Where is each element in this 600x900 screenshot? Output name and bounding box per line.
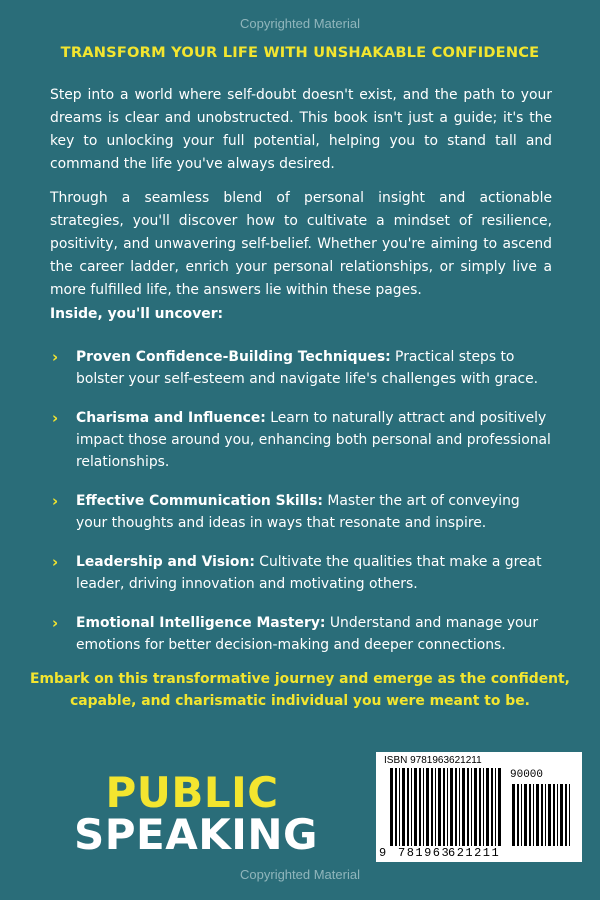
barcode-bar [491,768,493,846]
barcode-bar [545,784,546,846]
barcode-bar [553,784,555,846]
barcode-bar [557,784,558,846]
chevron-right-icon: › [52,348,59,366]
barcode-bar [524,784,527,846]
feature-item [50,612,552,656]
closing-statement: Embark on this transformative journey and emerge as the confident, capable, and charismatic individual you were meant to be. [30,671,570,709]
watermark-bottom: Copyrighted Material [240,867,360,882]
barcode-bar [423,768,424,846]
feature-item [50,490,552,534]
barcode-bar [462,768,465,846]
barcode-bar [565,784,567,846]
barcode-digits-group-2: 621211 [448,846,501,860]
barcode-digits-group-1: 781963 [398,846,451,860]
chevron-right-icon: › [52,492,59,510]
barcode-bar [414,768,417,846]
barcode-bar [411,768,412,846]
feature-item [50,551,552,595]
barcode-bar [517,784,519,846]
barcode-bar [512,784,515,846]
barcode-digit-first: 9 [379,846,387,860]
inside-heading: Inside, you'll uncover: [50,306,224,322]
barcode-bar [390,768,393,846]
barcode-bar [395,768,397,846]
barcode-bar [431,768,433,846]
barcode-bar [569,784,570,846]
barcode-bar [533,784,534,846]
feature-list [50,346,552,673]
feature-title: Effective Communication Skills: [76,493,323,509]
barcode-bar [541,784,543,846]
barcode-bar [443,768,445,846]
chevron-right-icon: › [52,614,59,632]
intro-paragraph-2: Through a seamless blend of personal insight and actionable strategies, you'll discover how to cultivate a mindset of resilience, positivity, and unwavering self-belief. Whether you're aiming to ascend the career ladder, enrich your personal relationships, or simply live a more fulfilled life, the answers lie within these pages. [50,190,552,298]
feature-text: Practical steps to bolster your self-esteem and navigate life's challenges with grace. [76,349,539,387]
barcode-bar [529,784,531,846]
feature-title: Charisma and Influence: [76,410,266,426]
barcode-bar [435,768,436,846]
feature-title: Leadership and Vision: [76,554,255,570]
barcode-bar [498,768,501,846]
feature-text: Cultivate the qualities that make a great leader, driving innovation and motivating others. [76,554,542,592]
barcode-bar [467,768,469,846]
barcode-bar [426,768,429,846]
barcode-bar [548,784,551,846]
feature-item [50,407,552,473]
headline: TRANSFORM YOUR LIFE WITH UNSHAKABLE CONFIDENCE [60,44,540,61]
barcode-bar [459,768,460,846]
barcode-bar [479,768,481,846]
barcode-bar [419,768,421,846]
barcode-bar [407,768,409,846]
brand-title-line-1: PUBLIC [105,768,279,817]
price-code: 90000 [510,769,544,781]
feature-text: Master the art of conveying your thoughts and ideas in ways that resonate and inspire. [76,493,520,531]
barcode-bar [455,768,457,846]
barcode-bar [471,768,472,846]
feature-text: Learn to naturally attract and positively impact those around you, enhancing both personal and professional relationships. [76,410,551,470]
barcode-bar [399,768,400,846]
barcode-bar [521,784,522,846]
barcode-bar [474,768,477,846]
barcode-bar [447,768,448,846]
feature-item [50,346,552,390]
feature-text: Understand and manage your emotions for better decision-making and deeper connections. [76,615,539,653]
watermark-top: Copyrighted Material [240,16,360,31]
barcode-bar [438,768,441,846]
barcode-bar [536,784,539,846]
isbn-barcode [376,752,582,862]
barcode-bar [450,768,453,846]
barcode-bar [486,768,489,846]
brand-title-line-2: SPEAKING [74,810,319,859]
chevron-right-icon: › [52,409,59,427]
feature-title: Proven Confidence-Building Techniques: [76,349,391,365]
barcode-bar [495,768,496,846]
feature-title: Emotional Intelligence Mastery: [76,615,326,631]
barcode-bar [483,768,484,846]
barcode-bar [560,784,563,846]
barcode-bar [402,768,405,846]
intro-paragraph-1: Step into a world where self-doubt doesn't exist, and the path to your dreams is clear and unobstructed. This book isn't just a guide; it's the key to unlocking your full potential, helping you to stand tall and command the life you've always desired. [50,87,552,172]
chevron-right-icon: › [52,553,59,571]
isbn-label: ISBN 9781963621211 [384,755,482,766]
